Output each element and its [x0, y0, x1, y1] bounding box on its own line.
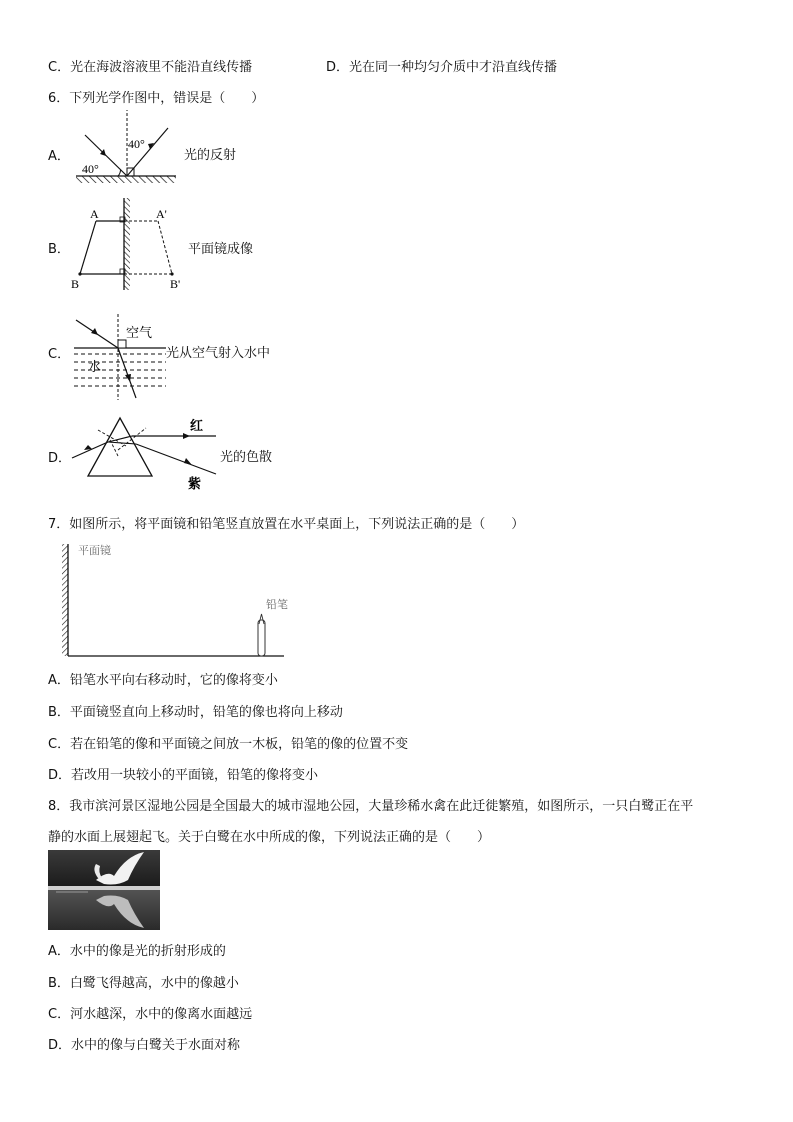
- q8-stem-line1: 8．我市滨河景区湿地公园是全国最大的城市湿地公园，大量珍稀水禽在此迁徙繁殖，如图所示，一只白鹭正在平: [48, 799, 694, 814]
- mirror-hatch: [124, 198, 130, 290]
- air-label: 空气: [126, 326, 153, 341]
- mirror-hatch: [62, 544, 68, 656]
- q6-option-a-letter: A．: [48, 149, 70, 164]
- q8-option-b: B．白鹭飞得越高，水中的像越小: [48, 976, 239, 991]
- label-b-prime: B': [170, 277, 181, 291]
- q6-option-c-letter: C．: [48, 347, 71, 362]
- red-arrow: [183, 433, 190, 439]
- point-b-prime: [170, 272, 173, 275]
- q6-option-a-caption: 光的反射: [184, 148, 237, 163]
- q5-option-d: D．光在同一种均匀介质中才沿直线传播: [326, 60, 558, 75]
- object-left-edge: [80, 221, 96, 274]
- inner-ray-red: [108, 436, 132, 442]
- violet-arrow: [184, 458, 192, 465]
- point-b: [78, 272, 81, 275]
- right-angle-mark: [118, 340, 126, 348]
- reflected-ray: [127, 128, 168, 176]
- pencil: [258, 620, 265, 656]
- angle-label-1: 40°: [82, 162, 99, 176]
- water-label: 水: [88, 360, 102, 375]
- mirror-label: 平面镜: [78, 544, 111, 557]
- refracted-ray: [118, 348, 136, 398]
- q8-stem-line2: 静的水面上展翅起飞。关于白鹭在水中所成的像，下列说法正确的是（ ）: [48, 830, 491, 845]
- q7-option-d: D．若改用一块较小的平面镜，铅笔的像将变小: [48, 768, 319, 783]
- q7-option-b: B．平面镜竖直向上移动时，铅笔的像也将向上移动: [48, 705, 343, 720]
- q7-option-a: A．铅笔水平向右移动时，它的像将变小: [48, 673, 278, 688]
- dispersion-diagram: [70, 410, 218, 492]
- photo-water: [48, 888, 160, 930]
- violet-label: 紫: [188, 477, 202, 492]
- q6-option-d-letter: D．: [48, 451, 72, 466]
- egret-photo: [48, 850, 160, 930]
- q6-option-b-letter: B．: [48, 242, 70, 257]
- q8-option-a: A．水中的像是光的折射形成的: [48, 944, 226, 959]
- label-b: B: [71, 277, 80, 291]
- incident-arrow: [91, 328, 98, 335]
- reflection-diagram: [70, 108, 182, 188]
- q8-option-d: D．水中的像与白鹭关于水面对称: [48, 1038, 241, 1053]
- angle-label-2: 40°: [128, 137, 145, 151]
- q5-option-c: C．光在海波溶液里不能沿直线传播: [48, 60, 253, 75]
- angle-arc: [118, 170, 121, 177]
- mirror-hatch: [76, 176, 176, 183]
- q6-option-b-caption: 平面镜成像: [188, 242, 254, 257]
- plane-mirror-diagram: [68, 196, 190, 292]
- refraction-diagram: [70, 312, 170, 402]
- label-a-prime: A': [156, 207, 167, 221]
- image-right-edge: [158, 221, 172, 274]
- photo-shoreline: [48, 886, 160, 890]
- q8-option-c: C．河水越深，水中的像离水面越远: [48, 1007, 253, 1022]
- q7-option-c: C．若在铅笔的像和平面镜之间放一木板，铅笔的像的位置不变: [48, 737, 409, 752]
- mirror-pencil-figure: [58, 538, 288, 662]
- q6-option-c-caption: 光从空气射入水中: [166, 346, 271, 361]
- pencil-label: 铅笔: [266, 598, 288, 611]
- q6-stem: 6．下列光学作图中，错误是（ ）: [48, 91, 265, 106]
- red-label: 红: [190, 419, 204, 434]
- q6-option-d-caption: 光的色散: [220, 450, 273, 465]
- q7-stem: 7．如图所示，将平面镜和铅笔竖直放置在水平桌面上，下列说法正确的是（ ）: [48, 517, 525, 532]
- label-a: A: [90, 207, 99, 221]
